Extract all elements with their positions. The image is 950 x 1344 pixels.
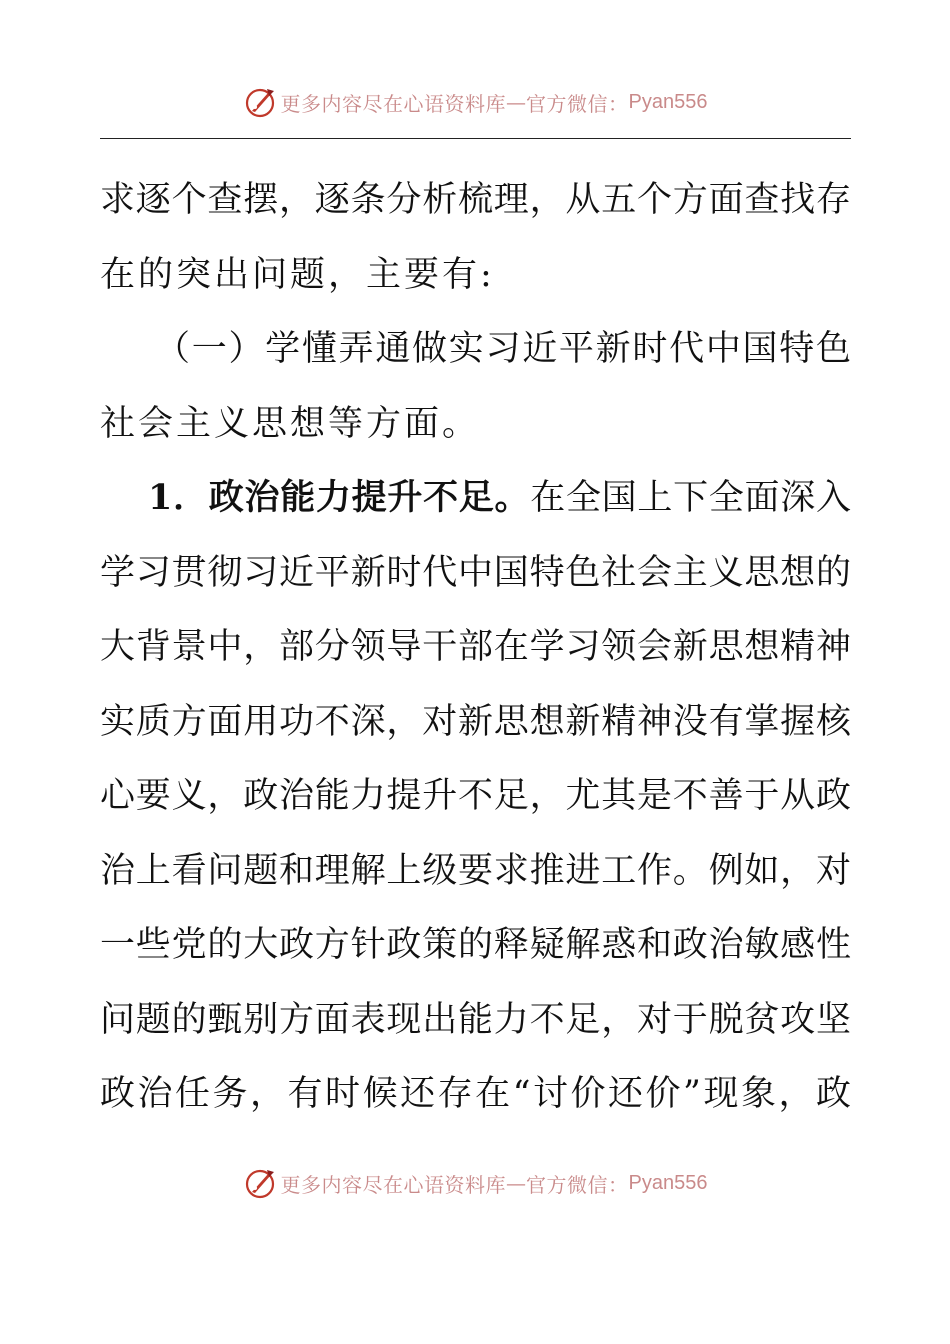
banner-separator: — — [506, 90, 527, 114]
header-banner — [0, 82, 950, 122]
banner-site-text: 更多内容尽在心语资料库 — [280, 91, 507, 116]
quill-logo-icon — [243, 1166, 277, 1200]
body-line: 心要义，政治能力提升不足，尤其是不善于从政 — [100, 776, 851, 816]
footer-banner — [0, 1163, 950, 1203]
banner-site-text: 更多内容尽在心语资料库 — [280, 1172, 507, 1197]
body-line: 大背景中，部分领导干部在学习领会新思想精神 — [100, 627, 851, 667]
point-first-line-rest: 在全国上下全面深入 — [530, 478, 851, 518]
document-body — [100, 163, 851, 1132]
banner-contact-label: 官方微信： — [526, 1172, 629, 1197]
banner-contact-id: Pyan556 — [628, 1171, 708, 1194]
body-line: 实质方面用功不深，对新思想新精神没有掌握核 — [100, 701, 851, 742]
point-first-line — [100, 461, 851, 536]
header-divider — [100, 138, 851, 139]
body-line: 在的突出问题，主要有: — [100, 254, 495, 295]
quill-logo-icon — [243, 85, 277, 119]
section-heading-line: 社会主义思想等方面。 — [100, 403, 481, 444]
section-heading-line: （一）学懂弄通做实习近平新时代中国特色 — [155, 329, 851, 369]
body-line: 求逐个查摆，逐条分析梳理，从五个方面查找存 — [100, 180, 851, 220]
banner-contact-label: 官方微信： — [526, 91, 629, 116]
body-line: 政治任务，有时候还存在“讨价还价”现象，政 — [100, 1074, 851, 1114]
body-line: 一些党的大政方针政策的释疑解惑和政治敏感性 — [100, 925, 851, 965]
banner-separator: — — [506, 1171, 527, 1195]
body-line: 学习贯彻习近平新时代中国特色社会主义思想的 — [100, 552, 851, 593]
point-heading: 1．政治能力提升不足。 — [148, 477, 531, 518]
body-line: 问题的甄别方面表现出能力不足，对于脱贫攻坚 — [100, 999, 851, 1040]
body-line: 治上看问题和理解上级要求推进工作。例如，对 — [100, 850, 851, 891]
banner-contact-id: Pyan556 — [628, 90, 708, 113]
